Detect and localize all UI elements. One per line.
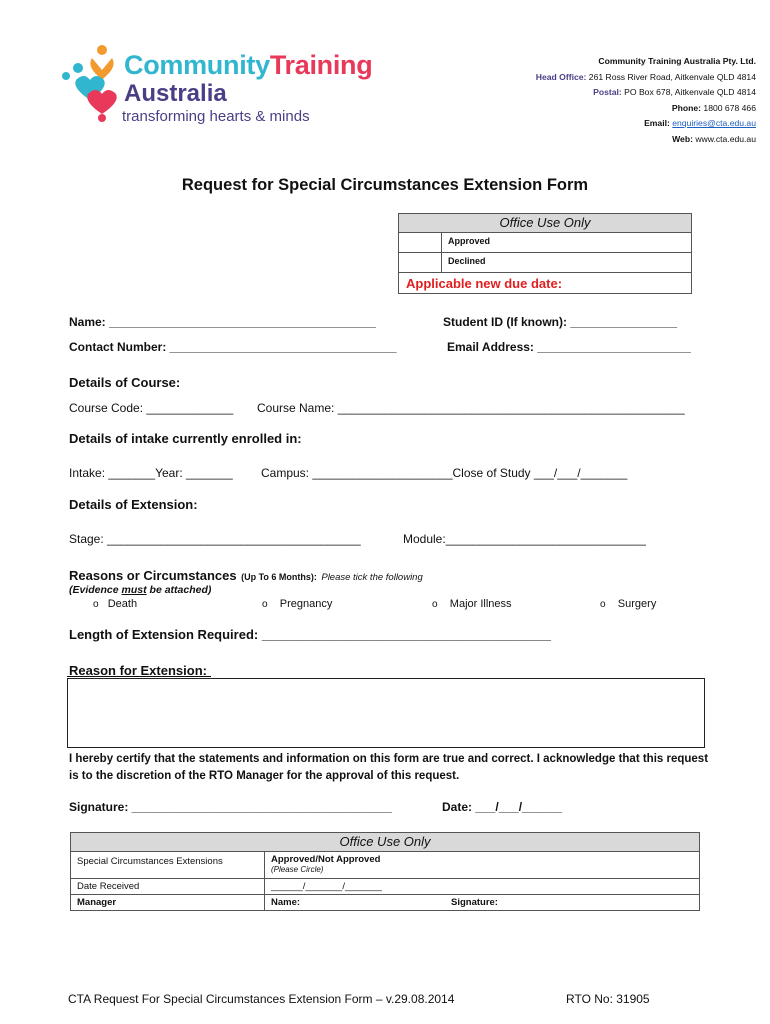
- intake-heading: Details of intake currently enrolled in:: [69, 431, 302, 446]
- email-address-field[interactable]: Email Address: _______________________: [447, 340, 691, 354]
- manager-cell[interactable]: [265, 895, 699, 910]
- approval-value: Approved/Not Approved: [271, 854, 381, 865]
- course-heading: Details of Course:: [69, 375, 181, 390]
- reason-heading: Reason for Extension:: [69, 663, 207, 678]
- logo-word-training: Training: [269, 50, 373, 80]
- reasons-instruction: Please tick the following: [321, 572, 423, 583]
- logo-wordmark-top: [124, 50, 372, 81]
- option-surgery[interactable]: [600, 598, 656, 610]
- office-use-bottom-heading: Office Use Only: [71, 833, 699, 852]
- evidence-note: [69, 584, 211, 596]
- reasons-heading-line: [69, 567, 423, 585]
- manager-signature-label: Signature:: [451, 897, 498, 908]
- date-field[interactable]: Date: ___/___/______: [442, 800, 563, 814]
- logo-figures-icon: [58, 42, 122, 122]
- option-death-label: Death: [107, 598, 138, 610]
- intake-year-field[interactable]: Intake: _______Year: _______: [69, 466, 233, 480]
- extensions-label: Special Circumstances Extensions: [71, 852, 265, 878]
- manager-name-label: Name:: [271, 897, 301, 908]
- logo-word-australia: Australia: [124, 80, 227, 107]
- option-pregnancy-label: Pregnancy: [279, 598, 333, 610]
- company-name: Community Training Australia Pty. Ltd.: [598, 56, 756, 66]
- office-use-top-heading: Office Use Only: [399, 214, 691, 233]
- extension-heading: Details of Extension:: [69, 497, 198, 512]
- footer-rto-number: RTO No: 31905: [566, 992, 650, 1006]
- evidence-post: be attached): [146, 584, 212, 596]
- web-value: www.cta.edu.au: [695, 133, 756, 144]
- logo-word-community: Community: [124, 50, 270, 80]
- reason-textarea[interactable]: [67, 678, 705, 748]
- option-major-illness-label: Major Illness: [449, 598, 512, 610]
- office-use-top-table: [398, 213, 692, 294]
- approved-row[interactable]: [399, 233, 691, 253]
- new-due-date-field[interactable]: Applicable new due date:: [406, 276, 563, 291]
- head-office-line: [536, 70, 756, 86]
- phone-value: 1800 678 466: [703, 102, 756, 113]
- company-info: [536, 54, 756, 147]
- extensions-row: [71, 852, 699, 879]
- logo-tagline: transforming hearts & minds: [122, 108, 310, 125]
- date-received-row: [71, 879, 699, 895]
- office-use-bottom-table: [70, 832, 700, 911]
- course-name-field[interactable]: Course Name: ____________________________________________________: [257, 401, 685, 415]
- name-field[interactable]: Name: ________________________________________: [69, 315, 376, 329]
- manager-row: [71, 895, 699, 910]
- email-link[interactable]: enquiries@cta.edu.au: [672, 118, 756, 128]
- approval-cell[interactable]: [265, 852, 699, 878]
- head-office-value: 261 Ross River Road, Aitkenvale QLD 4814: [588, 71, 756, 82]
- declined-checkbox[interactable]: [441, 253, 442, 272]
- web-line: [536, 132, 756, 148]
- logo: [58, 42, 378, 132]
- signature-field[interactable]: Signature: _______________________________________: [69, 800, 392, 814]
- approved-checkbox[interactable]: [441, 233, 442, 252]
- email-label: Email:: [644, 118, 670, 128]
- declined-label: Declined: [448, 256, 486, 266]
- reasons-limit: (Up To 6 Months):: [241, 572, 317, 582]
- contact-number-field[interactable]: Contact Number: __________________________________: [69, 340, 397, 354]
- reasons-heading: Reasons or Circumstances: [69, 568, 237, 583]
- option-surgery-bullet: o: [600, 599, 606, 610]
- reason-heading-underline: [67, 676, 211, 677]
- option-death[interactable]: [93, 598, 137, 610]
- stage-field[interactable]: Stage: ______________________________________: [69, 532, 361, 546]
- date-received-label: Date Received: [71, 879, 265, 894]
- phone-label: Phone:: [671, 102, 702, 113]
- campus-close-of-study-field[interactable]: Campus: _____________________Close of Study ___/___/_______: [261, 466, 628, 480]
- manager-label: Manager: [71, 895, 265, 910]
- option-pregnancy[interactable]: [262, 598, 332, 610]
- declined-row[interactable]: [399, 253, 691, 273]
- extension-length-field[interactable]: Length of Extension Required: ________________________________________: [69, 627, 552, 642]
- student-id-field[interactable]: Student ID (If known): ________________: [443, 315, 678, 329]
- head-office-label: Head Office:: [535, 71, 587, 82]
- option-surgery-label: Surgery: [617, 598, 657, 610]
- option-pregnancy-bullet: o: [262, 599, 268, 610]
- email-line: [536, 116, 756, 132]
- course-code-field[interactable]: Course Code: _____________: [69, 401, 234, 415]
- option-major-illness-bullet: o: [432, 599, 438, 610]
- footer-form-version: CTA Request For Special Circumstances Extension Form – v.29.08.2014: [68, 992, 455, 1006]
- approved-label: Approved: [448, 236, 491, 246]
- module-field[interactable]: Module:______________________________: [403, 532, 646, 546]
- web-label: Web:: [672, 133, 693, 144]
- postal-line: [536, 85, 756, 101]
- phone-line: [536, 101, 756, 117]
- page-title: Request for Special Circumstances Extension Form: [181, 176, 589, 194]
- date-received-value[interactable]: ______/_______/_______: [271, 881, 382, 892]
- postal-label: Postal:: [593, 87, 622, 97]
- approval-note: (Please Circle): [271, 865, 324, 874]
- evidence-pre: (Evidence: [69, 584, 122, 596]
- certification-text: I hereby certify that the statements and information on this form are true and correct. I acknowledge that this request is to the discretion of the RTO Manager for the approval of this request.: [69, 753, 709, 782]
- postal-value: PO Box 678, Aitkenvale QLD 4814: [624, 87, 756, 97]
- option-death-bullet: o: [93, 599, 99, 610]
- evidence-must: must: [121, 584, 147, 596]
- option-major-illness[interactable]: [432, 598, 512, 610]
